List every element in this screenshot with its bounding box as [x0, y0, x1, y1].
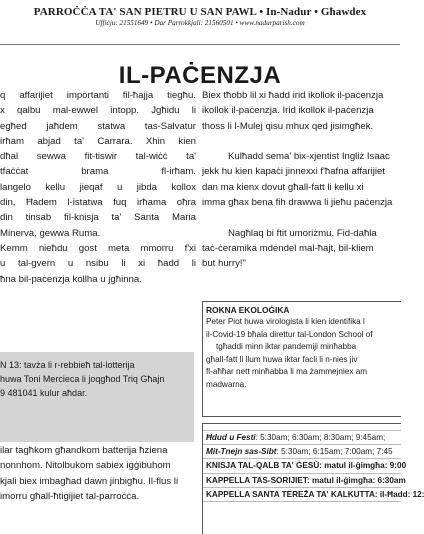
text-line: egħed jaħdem statwa tas-Salvatur [0, 120, 196, 132]
notice-line: N 13: tavża li r-rebbieħ tal-lotterija [0, 360, 135, 370]
notice-line: huwa Toni Mercieca li joqgħod Triq Għajn [0, 374, 165, 384]
page-header [0, 6, 400, 27]
text-line: għall-fatt li llum huwa iktar facli li n-nies jiv [206, 354, 358, 364]
schedule-row: KNISJA TAL-QALB TA' ĠESÙ: matul il-ġimgħa: 9:00 [203, 459, 401, 473]
text-line: ilar tagħkom għandkom batterija ħziena [0, 445, 168, 456]
text-line: jekk hu kien kapaċi jinnexxi f'ħafna affarijiet [202, 166, 385, 178]
text-line: Peter Piot huwa virologista li kien identifika l [206, 317, 365, 326]
text-line: tgħaddi minn iktar pandemiji minħabba [216, 342, 357, 352]
battery-notice [0, 443, 196, 504]
ecology-corner-body [206, 316, 401, 392]
text-line: x qalbu mal-ewwel intopp. Jgħidu li [0, 105, 196, 117]
header-rule [0, 44, 400, 45]
text-line: irħam abjad ta' Carrara. Xhin kien [0, 135, 196, 147]
text-line: ħna bil-paċenzja kollha u jgħinna. [0, 273, 142, 285]
text-line: imma għax bena fih drawwa li jieħu paċenzja [202, 197, 393, 209]
ecology-corner-box [202, 301, 401, 417]
schedule-row: Ħdud u Festi: 5:30am; 6:30am; 8:30am; 9:45am; [203, 431, 401, 445]
text-line [202, 210, 400, 225]
article-title: IL-PAĊENZJA [118, 62, 282, 89]
ecology-corner-title: ROKNA EKOLOĠIKA [206, 305, 290, 315]
left-text [0, 88, 196, 287]
text-line: Kulħadd sema' bix-xjentist Ingliż Isaac [228, 151, 390, 163]
text-line: Kemm nieħdu gost meta mmorru f'xi [0, 242, 196, 254]
text-line: but hurry!" [202, 258, 246, 270]
schedule-row: KAPPELLA SANTA TEREŻA TA' KALKUTTA: il-Ħadd: 12: [203, 488, 401, 502]
text-line [202, 134, 400, 149]
text-line: ikollok il-paċenzja. Irid ikollok il-paċenzja [202, 105, 374, 117]
text-line: dħal sewwa fit-tiswir tal-wiċċ ta' [0, 151, 196, 163]
text-line: fl-aħħar nett minħabba li ma żammejniex am [206, 367, 368, 377]
text-line: dan ma kienx dovut għall-fatt li kellu xi [202, 181, 364, 193]
schedule-row: Mit-Tnejn sas-Sibt: 5:30am; 6:15am; 7:00am; 7:45 [203, 445, 401, 459]
left-column [0, 88, 196, 287]
contact-details: Uffiċju: 21551649 • Dar Parrokkjali: 21560501 • www.nadurparish.com [95, 19, 305, 27]
text-line: kjali biex imbagħad dawn jinbigħu. Il-flus li [0, 475, 179, 487]
text-line: nonnhom. Nitolbukom sabiex iġġibuhom [0, 460, 171, 472]
text-line: u tal-gvern u nsibu li xi ħadd li [0, 258, 196, 270]
text-line: madwarna. [206, 379, 247, 389]
mass-schedule [202, 423, 424, 534]
text-line: thoss li l-Mulej qisu mhux qed jisimgħek. [202, 120, 374, 132]
text-line: Minerva, ġewwa Ruma. [0, 227, 101, 239]
parish-name: PARROĊĊA TA' SAN PIETRU U SAN PAWL • In-Nadur • Għawdex [33, 6, 367, 18]
text-line: langelo kellu jieqaf u jibda kollox [0, 181, 196, 193]
text-line: tfaċċat brama fl-irħam. [0, 166, 196, 178]
text-line: din, Ħadem l-istatwa fuq irħama oħra [0, 197, 196, 209]
lottery-notice [0, 352, 194, 442]
right-text [202, 88, 400, 272]
text-line: din tinsab fil-knisja ta' Santa Maria [0, 212, 196, 224]
text-line: imorru għall-ħtiġijiet tal-parroċċa. [0, 490, 140, 502]
text-line: taċ-ċeramika mdendel mal-ħajt, bil-kliem [202, 242, 374, 254]
right-column [202, 88, 400, 272]
schedule-row: KAPPELLA TAS-SORIJIET: matul il-ġimgħa: 6:30am [203, 474, 401, 488]
text-line: il-Covid-19 bħala direttur tal-London School of [206, 329, 373, 339]
notice-line: 9 481041 kulur aħdar. [0, 388, 88, 398]
schedule-spacer [203, 424, 401, 431]
text-line: q affarijiet importanti fil-ħajja tiegħu. [0, 90, 196, 101]
text-line: Biex tħobb lil xi ħadd irid ikollok il-paċenzja [202, 90, 384, 101]
text-line: Nagħlaq bi ftit umoriżmu. Fid-daħla [228, 227, 377, 239]
